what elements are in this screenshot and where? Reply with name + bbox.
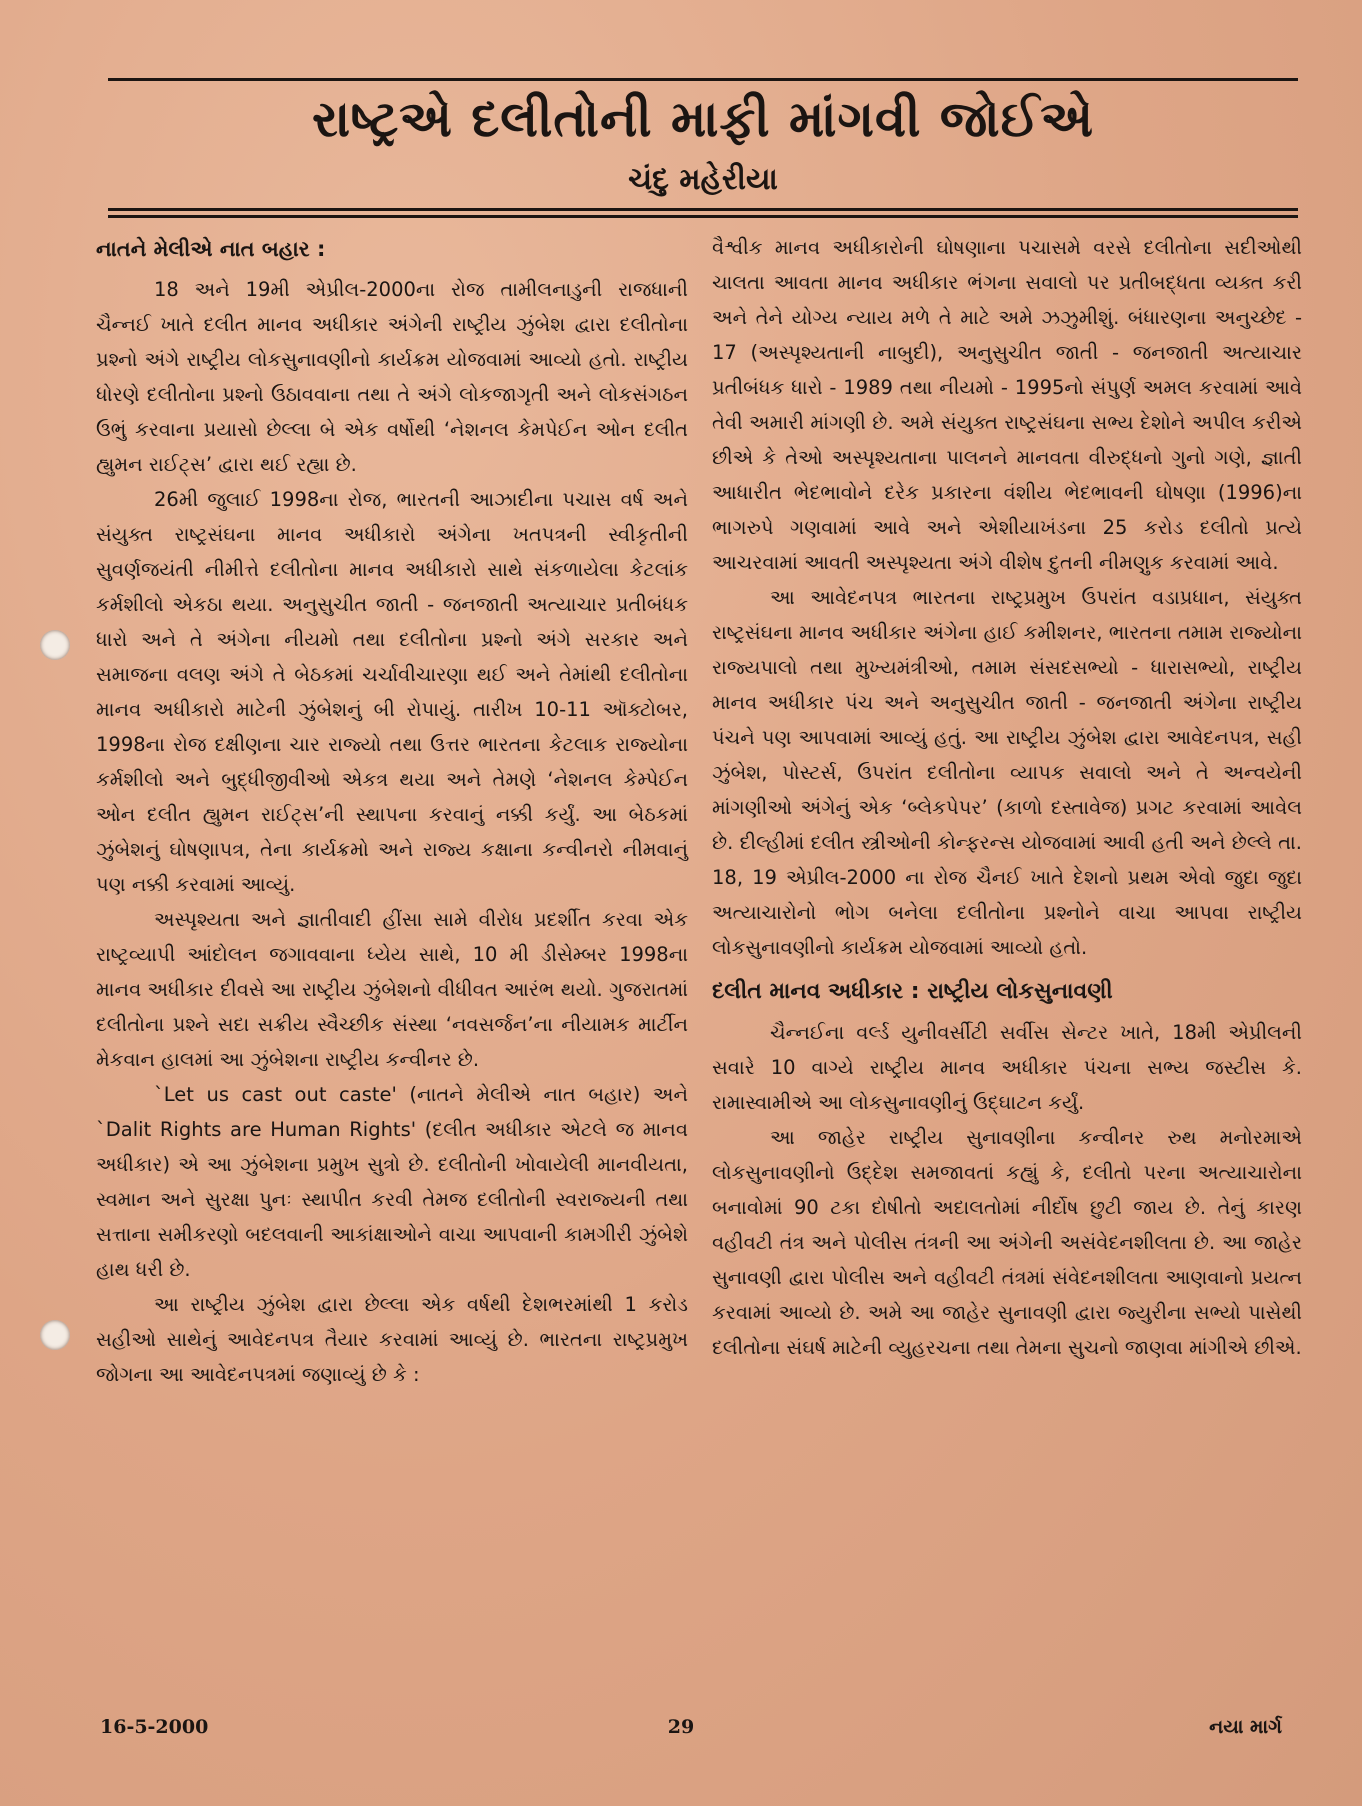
paragraph: આ જાહેર રાષ્ટ્રીય સુનાવણીના કન્વીનર રુથ મનોરમાએ લોકસુનાવણીનો ઉદ્દેશ સમજાવતાં કહ્યું કે, દલીતો પરના અત્યાચારોના બનાવોમાં 90 ટકા દોષીતો અદાલતોમાં નીર્દોષ છુટી જાય છે. તેનું કારણ વહીવટી તંત્ર અને પોલીસ તંત્રની આ અંગેની અસંવેદનશીલતા છે. આ જાહેર સુનાવણી દ્વારા પોલીસ અને વહીવટી તંત્રમાં સંવેદનશીલતા આણવાનો પ્રયત્ન કરવામાં આવ્યો છે. અમે આ જાહેર સુનાવણી દ્વારા જ્યુરીના સભ્યો પાસેથી દલીતોના સંઘર્ષ માટેની વ્યુહરચના તથા તેમના સુચનો જાણવા માંગીએ છીએ. [712, 1126, 1302, 1359]
paragraph: 26મી જુલાઈ 1998ના રોજ, ભારતની આઝાદીના પચાસ વર્ષ અને સંયુક્ત રાષ્ટ્રસંઘના માનવ અધીકારો અંગેના ખતપત્રની સ્વીકૃતીની સુવર્ણજયંતી નીમીત્તે દલીતોના માનવ અધીકારો સાથે સંકળાયેલા કેટલાંક કર્મશીલો એકઠા થયા. અનુસુચીત જાતી - જનજાતી અત્યાચાર પ્રતીબંધક ધારો અને તે અંગેના નીયમો તથા દલીતોના પ્રશ્નો અંગે સરકાર અને સમાજના વલણ અંગે તે બેઠકમાં ચર્ચાવીચારણા થઈ અને તેમાંથી દલીતોના માનવ અધીકારો માટેની ઝુંબેશનું બી રોપાયું. તારીખ 10-11 ઑક્ટોબર, 1998ના રોજ દક્ષીણના ચાર રાજ્યો તથા ઉત્તર ભારતના કેટલાક રાજ્યોના કર્મશીલો અને બુદ્ધીજીવીઓ એકત્ર થયા અને તેમણે ‘નેશનલ કેમ્પેઈન ઓન દલીત હ્યુમન રાઈટ્સ’ની સ્થાપના કરવાનું નક્કી કર્યું. આ બેઠકમાં ઝુંબેશનું ઘોષણાપત્ર, તેના કાર્યક્રમો અને રાજ્ય કક્ષાના કન્વીનરો નીમવાનું પણ નક્કી કરવામાં આવ્યું. [96, 488, 688, 896]
left-column [96, 230, 688, 1392]
paragraph: અસ્પૃશ્યતા અને જ્ઞાતીવાદી હીંસા સામે વીરોધ પ્રદર્શીત કરવા એક રાષ્ટ્રવ્યાપી આંદોલન જગાવવાના ધ્યેય સાથે, 10 મી ડીસેમ્બર 1998ના માનવ અધીકાર દીવસે આ રાષ્ટ્રીય ઝુંબેશનો વીધીવત આરંભ થયો. ગુજરાતમાં દલીતોના પ્રશ્ને સદા સક્રીય સ્વૈચ્છીક સંસ્થા ‘નવસર્જન’ના નીયામક માર્ટીન મેકવાન હાલમાં આ ઝુંબેશના રાષ્ટ્રીય કન્વીનર છે. [96, 908, 688, 1071]
punch-hole [40, 630, 70, 660]
article-title: રાષ્ટ્રએ દલીતોની માફી માંગવી જોઈએ [311, 90, 1095, 148]
paragraph: `Let us cast out caste' (નાતને મેલીએ નાત બહાર) અને `Dalit Rights are Human Rights' (દલીત અધીકાર એટલે જ માનવ અધીકાર) એ આ ઝુંબેશના પ્રમુખ સુત્રો છે. દલીતોની ખોવાયેલી માનવીયતા, સ્વમાન અને સુરક્ષા પુનઃ સ્થાપીત કરવી તેમજ દલીતોની સ્વરાજ્યની તથા સત્તાના સમીકરણો બદલવાની આકાંક્ષાઓને વાચા આપવાની કામગીરી ઝુંબેશે હાથ ધરી છે. [96, 1083, 688, 1281]
article-author: ચંદુ મહેરીયા [628, 162, 778, 197]
section-heading: નાતને મેલીએ નાત બહાર : [96, 237, 326, 261]
paragraph: વૈશ્વીક માનવ અધીકારોની ઘોષણાના પચાસમે વરસે દલીતોના સદીઓથી ચાલતા આવતા માનવ અધીકાર ભંગના સવાલો પર પ્રતીબદ્ધતા વ્યક્ત કરી અને તેને યોગ્ય ન્યાય મળે તે માટે અમે ઝઝુમીશું. બંધારણના અનુચ્છેદ - 17 (અસ્પૃશ્યતાની નાબુદી), અનુસુચીત જાતી - જનજાતી અત્યાચાર પ્રતીબંધક ધારો - 1989 તથા નીયમો - 1995નો સંપુર્ણ અમલ કરવામાં આવે તેવી અમારી માંગણી છે. અમે સંયુક્ત રાષ્ટ્રસંઘના સભ્ય દેશોને અપીલ કરીએ છીએ કે તેઓ અસ્પૃશ્યતાના પાલનને માનવતા વીરુદ્ધનો ગુનો ગણે, જ્ઞાતી આધારીત ભેદભાવોને દરેક પ્રકારના વંશીય ભેદભાવની ઘોષણા (1996)ના ભાગરુપે ગણવામાં આવે અને એશીયાખંડના 25 કરોડ દલીતો પ્રત્યે આચરવામાં આવતી અસ્પૃશ્યતા અંગે વીશેષ દુતની નીમણુક કરવામાં આવે. [712, 236, 1302, 574]
page-number: 29 [667, 1716, 695, 1738]
paragraph: 18 અને 19મી એપ્રીલ-2000ના રોજ તામીલનાડુની રાજધાની ચૈન્નઈ ખાતે દલીત માનવ અધીકાર અંગેની રાષ્ટ્રીય ઝુંબેશ દ્વારા દલીતોના પ્રશ્નો અંગે રાષ્ટ્રીય લોકસુનાવણીનો કાર્યક્રમ યોજવામાં આવ્યો હતો. રાષ્ટ્રીય ધોરણે દલીતોના પ્રશ્નો ઉઠાવવાના તથા તે અંગે લોકજાગૃતી અને લોકસંગઠન ઉભું કરવાના પ્રયાસો છેલ્લા બે એક વર્ષોથી ‘નેશનલ કેમપેઈન ઓન દલીત હ્યુમન રાઈટ્સ’ દ્વારા થઈ રહ્યા છે. [96, 278, 688, 476]
punch-hole [40, 1320, 70, 1350]
paragraph: ચૈન્નઈના વર્લ્ડ યુનીવર્સીટી સર્વીસ સેન્ટર ખાતે, 18મી એપ્રીલની સવારે 10 વાગ્યે રાષ્ટ્રીય માનવ અધીકાર પંચના સભ્ય જસ્ટીસ કે. રામાસ્વામીએ આ લોકસુનાવણીનું ઉદ્ઘાટન કર્યું. [712, 1021, 1302, 1114]
right-column [712, 230, 1302, 1365]
magazine-name: નયા માર્ગ [1209, 1716, 1282, 1738]
paragraph: આ આવેદનપત્ર ભારતના રાષ્ટ્રપ્રમુખ ઉપરાંત વડાપ્રધાન, સંયુક્ત રાષ્ટ્રસંઘના માનવ અધીકાર અંગેના હાઈ કમીશનર, ભારતના તમામ રાજ્યોના રાજ્યપાલો તથા મુખ્યમંત્રીઓ, તમામ સંસદસભ્યો - ધારાસભ્યો, રાષ્ટ્રીય માનવ અધીકાર પંચ અને અનુસુચીત જાતી - જનજાતી અંગેના રાષ્ટ્રીય પંચને પણ આપવામાં આવ્યું હતું. આ રાષ્ટ્રીય ઝુંબેશ દ્વારા આવેદનપત્ર, સહી ઝુંબેશ, પોસ્ટર્સ, ઉપરાંત દલીતોના વ્યાપક સવાલો અને તે અન્વયેની માંગણીઓ અંગેનું એક ‘બ્લેકપેપર’ (કાળો દસ્તાવેજ) પ્રગટ કરવામાં આવેલ છે. દીલ્હીમાં દલીત સ્ત્રીઓની કોન્ફરન્સ યોજવામાં આવી હતી અને છેલ્લે તા. 18, 19 એપ્રીલ-2000 ના રોજ ચૈનઈ ખાતે દેશનો પ્રથમ એવો જુદા જુદા અત્યાચારોનો ભોગ બનેલા દલીતોના પ્રશ્નોને વાચા આપવા રાષ્ટ્રીય લોકસુનાવણીનો કાર્યક્રમ યોજવામાં આવ્યો હતો. [712, 586, 1302, 959]
paragraph: આ રાષ્ટ્રીય ઝુંબેશ દ્વારા છેલ્લા એક વર્ષથી દેશભરમાંથી 1 કરોડ સહીઓ સાથેનું આવેદનપત્ર તૈયાર કરવામાં આવ્યું છે. ભારતના રાષ્ટ્રપ્રમુખ જોગના આ આવેદનપત્રમાં જણાવ્યું છે કે : [96, 1293, 688, 1386]
page-footer [0, 1716, 1362, 1756]
title-divider [108, 208, 1298, 218]
issue-date: 16-5-2000 [100, 1716, 209, 1738]
section-heading: દલીત માનવ અધીકાર : રાષ્ટ્રીય લોકસુનાવણી [712, 979, 1113, 1004]
top-rule [108, 78, 1298, 81]
